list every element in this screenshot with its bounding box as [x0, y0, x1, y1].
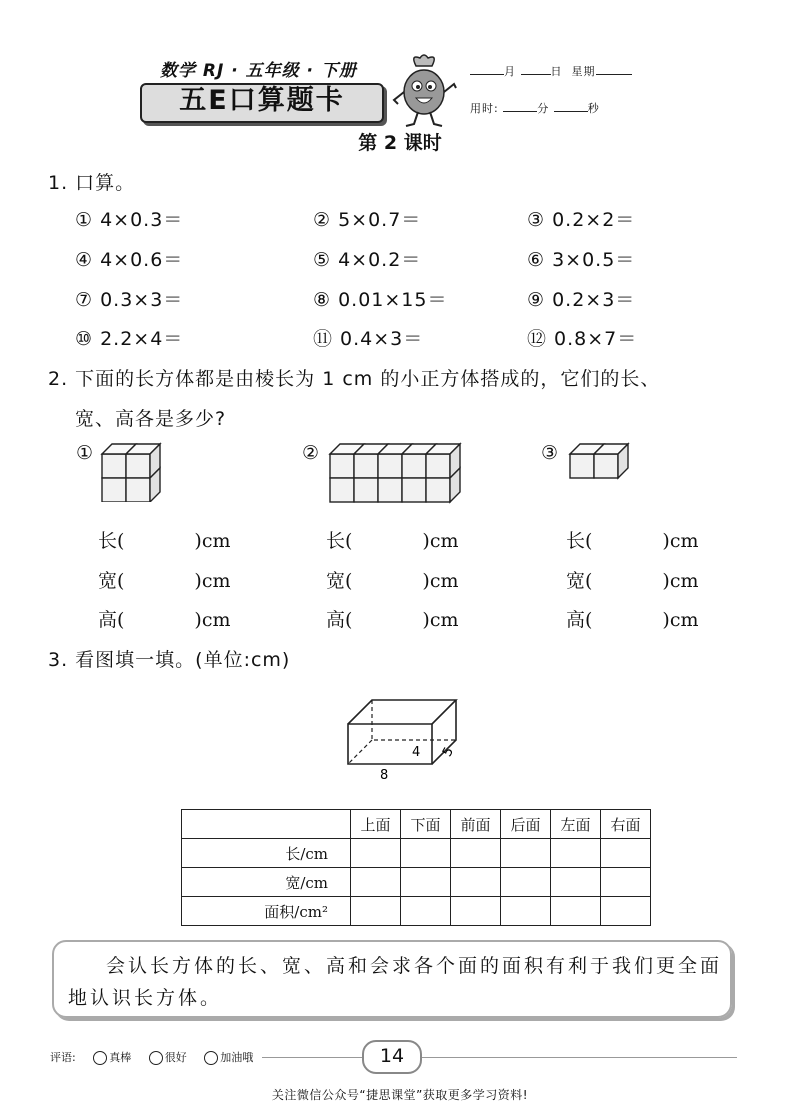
cube-front-face	[378, 454, 402, 478]
answer-cell[interactable]	[451, 839, 501, 868]
minutes-label: 分	[537, 102, 550, 115]
fig2-width: 宽( )cm	[326, 570, 459, 592]
cube-front-face	[126, 478, 150, 502]
figure1-marker: ①	[76, 442, 95, 464]
table-row	[182, 897, 651, 926]
fig3-length: 长( )cm	[566, 530, 699, 552]
brand-title: 五E口算题卡	[179, 85, 345, 116]
month-label: 月	[504, 65, 516, 78]
rating-keep-going[interactable]: 加油哦	[204, 1051, 253, 1064]
subject-title: 数学 RJ · 五年级 · 下册	[160, 61, 357, 81]
cube-front-face	[426, 454, 450, 478]
answer-cell[interactable]	[501, 868, 551, 897]
cube-front-face	[378, 478, 402, 502]
fig3-height: 高( )cm	[566, 609, 699, 631]
smile-icon	[149, 1051, 163, 1065]
answer-cell[interactable]	[401, 839, 451, 868]
table-header-row	[182, 810, 651, 839]
day-label: 日	[550, 65, 563, 78]
answer-cell[interactable]	[551, 839, 601, 868]
answer-cell[interactable]	[551, 868, 601, 897]
column-header: 前面	[451, 810, 501, 839]
footer-notice: 关注微信公众号“捷思课堂”获取更多学习资料!	[271, 1088, 529, 1102]
date-fields	[470, 63, 632, 79]
cube-front-face	[594, 454, 618, 478]
fig2-length: 长( )cm	[326, 530, 459, 552]
weekday-blank[interactable]	[596, 64, 632, 75]
cube-front-face	[126, 454, 150, 478]
answer-cell[interactable]	[501, 839, 551, 868]
table-row	[182, 839, 651, 868]
q1-item: ⑩ 2.2×4＝	[75, 328, 184, 350]
answer-cell[interactable]	[551, 897, 601, 926]
answer-cell[interactable]	[451, 897, 501, 926]
time-label: 用时:	[470, 102, 499, 115]
cube-front-face	[426, 478, 450, 502]
q1-item: ③ 0.2×2＝	[527, 209, 636, 231]
page-number: 14	[379, 1045, 405, 1067]
q1-item: ⑤ 4×0.2＝	[313, 249, 422, 271]
figure2-marker: ②	[302, 442, 321, 464]
footer-divider	[262, 1057, 737, 1058]
q2-line2: 宽、高各是多少?	[75, 408, 227, 430]
q1-item: ⑧ 0.01×15＝	[313, 289, 448, 311]
cube-front-face	[102, 478, 126, 502]
q1-item: ⑪ 0.4×3＝	[313, 328, 424, 350]
cube-front-face	[330, 454, 354, 478]
answer-cell[interactable]	[351, 839, 401, 868]
cuboid-figure-3	[566, 440, 638, 486]
rating-label: 评语:	[50, 1051, 76, 1064]
cube-front-face	[102, 454, 126, 478]
q1-item: ② 5×0.7＝	[313, 209, 422, 231]
fig1-width: 宽( )cm	[98, 570, 231, 592]
q1-title: 1. 口算。	[48, 172, 136, 194]
smile-icon	[93, 1051, 107, 1065]
seconds-label: 秒	[587, 102, 600, 115]
cuboid-diagram	[340, 690, 470, 786]
row-header: 面积/cm²	[182, 897, 351, 926]
cube-front-face	[402, 478, 426, 502]
fig2-height: 高( )cm	[326, 609, 459, 631]
dim-height-label: 4	[412, 745, 421, 760]
fig1-length: 长( )cm	[98, 530, 231, 552]
rating-great[interactable]: 真棒	[93, 1051, 131, 1064]
column-header: 上面	[351, 810, 401, 839]
month-blank[interactable]	[470, 64, 504, 75]
figure3-marker: ③	[541, 442, 560, 464]
column-header: 后面	[501, 810, 551, 839]
q1-item: ⑥ 3×0.5＝	[527, 249, 636, 271]
q1-item: ⑨ 0.2×3＝	[527, 289, 636, 311]
dim-length-label: 8	[380, 768, 389, 783]
q1-item: ⑫ 0.8×7＝	[527, 328, 638, 350]
fig3-width: 宽( )cm	[566, 570, 699, 592]
time-fields	[470, 100, 600, 116]
day-blank[interactable]	[521, 64, 551, 75]
q2-line1: 2. 下面的长方体都是由棱长为 1 cm 的小正方体搭成的，它们的长、	[48, 368, 661, 390]
cuboid-figure-1	[98, 440, 168, 502]
cube-front-face	[402, 454, 426, 478]
cube-front-face	[354, 478, 378, 502]
rating-good[interactable]: 很好	[149, 1051, 187, 1064]
answer-cell[interactable]	[601, 868, 651, 897]
minutes-blank[interactable]	[503, 101, 537, 112]
cube-front-face	[330, 478, 354, 502]
column-header: 下面	[401, 810, 451, 839]
face-area-table	[181, 809, 651, 926]
table-corner	[182, 810, 351, 839]
fig1-height: 高( )cm	[98, 609, 231, 631]
table-row	[182, 868, 651, 897]
answer-cell[interactable]	[401, 897, 451, 926]
dim-width-label: 5	[439, 744, 458, 760]
q1-item: ① 4×0.3＝	[75, 209, 184, 231]
answer-cell[interactable]	[401, 868, 451, 897]
mascot-icon	[390, 52, 460, 130]
q1-item: ⑦ 0.3×3＝	[75, 289, 184, 311]
row-header: 宽/cm	[182, 868, 351, 897]
answer-cell[interactable]	[451, 868, 501, 897]
smile-icon	[204, 1051, 218, 1065]
cube-front-face	[570, 454, 594, 478]
seconds-blank[interactable]	[554, 101, 588, 112]
column-header: 左面	[551, 810, 601, 839]
answer-cell[interactable]	[351, 897, 401, 926]
weekday-label: 星期	[571, 65, 596, 78]
rating-bar	[50, 1049, 267, 1065]
cuboid-figure-2	[326, 440, 466, 508]
q1-item: ④ 4×0.6＝	[75, 249, 184, 271]
row-header: 长/cm	[182, 839, 351, 868]
answer-cell[interactable]	[601, 839, 651, 868]
tip-text: 会认长方体的长、宽、高和会求各个面的面积有利于我们更全面地认识长方体。	[68, 955, 723, 1009]
answer-cell[interactable]	[501, 897, 551, 926]
column-header: 右面	[601, 810, 651, 839]
q3-title: 3. 看图填一填。(单位:cm)	[48, 649, 291, 671]
cube-front-face	[354, 454, 378, 478]
lesson-title: 第 2 课时	[358, 132, 442, 154]
answer-cell[interactable]	[601, 897, 651, 926]
answer-cell[interactable]	[351, 868, 401, 897]
